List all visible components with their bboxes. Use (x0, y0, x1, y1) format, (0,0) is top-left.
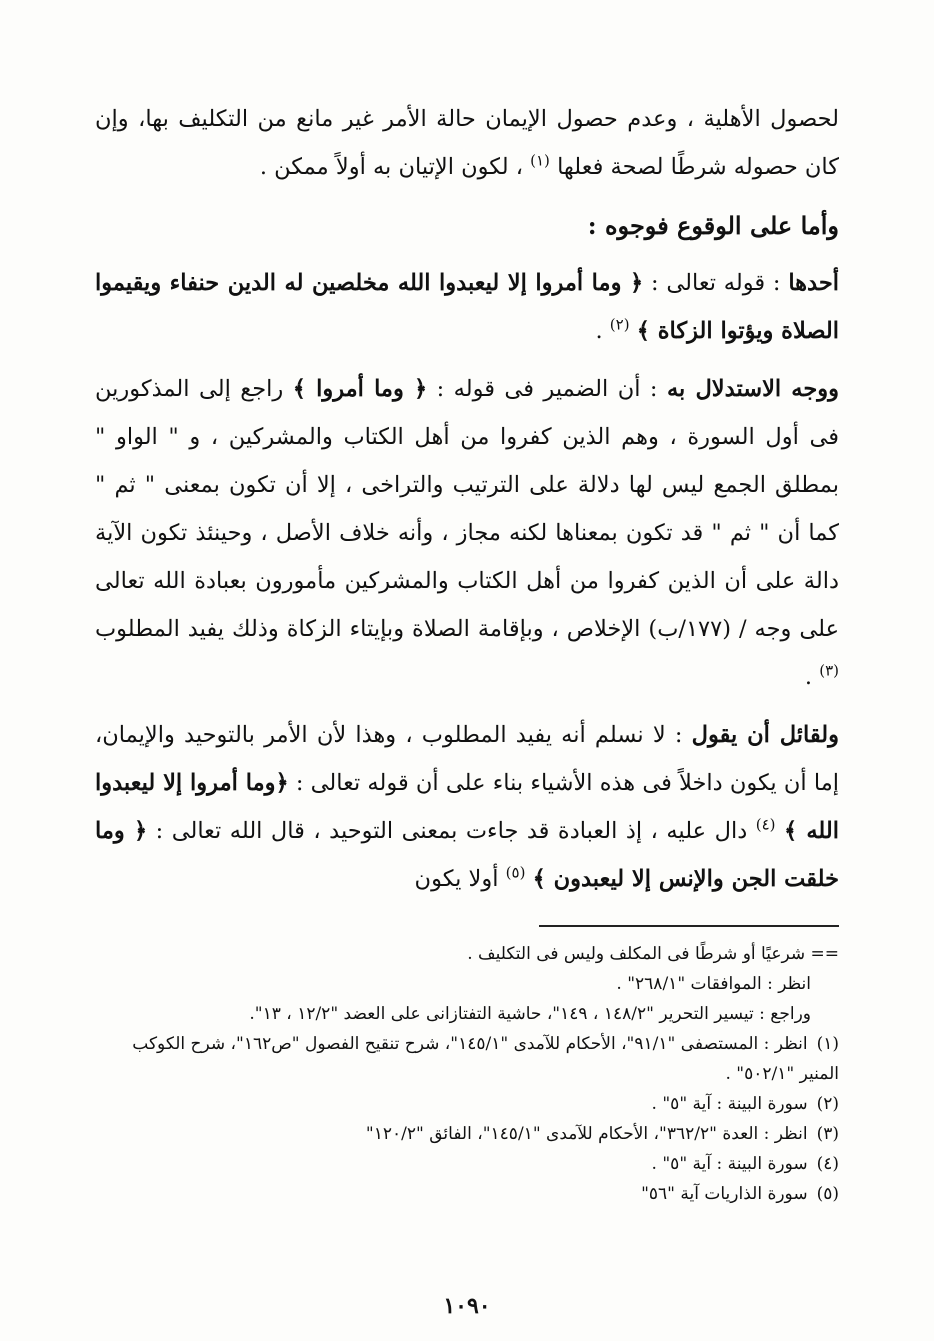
paragraph-1-end: ، لكون الإتيان به أولاً ممكن . (259, 154, 523, 180)
footnote-item (95, 1149, 839, 1179)
footnote-text: سورة البينة : آية "٥" . (651, 1094, 808, 1114)
quran-verse-2: ﴿ وما أمروا ﴾ (292, 376, 428, 402)
paragraph-3-lead: ووجه الاستدلال به (666, 376, 840, 402)
paragraph-3-end: . (804, 664, 813, 690)
footnote-divider (539, 925, 839, 927)
footnote-ref-4: (٤) (755, 815, 776, 834)
paragraph-4-text-b: دال عليه ، إذ العبادة قد جاءت بمعنى التوحيد ، قال الله تعالى : (155, 818, 748, 844)
footnote-continuation-line-2: انظر : الموافقات "٢٦٨/١" . (616, 974, 811, 994)
section-heading: وأما على الوقوع فوجوه : (587, 211, 839, 240)
footnote-text: انظر : العدة "٣٦٢/٢"، الأحكام للآمدى "١٤٥/١"، الفائق "١٢٠/٢" (365, 1124, 808, 1144)
paragraph-2-end: . (595, 318, 603, 344)
footnote-number: (١) (816, 1034, 839, 1054)
paragraph-4-text-a: : لا نسلم أنه يفيد المطلوب ، وهذا لأن الأمر بالتوحيد والإيمان، إما أن يكون داخلاً فى هذه الأشياء بناء على أن قوله تعالى : (95, 722, 839, 796)
quran-verse-4: ﴿ وما خلقت الجن والإنس إلا ليعبدون ﴾ (95, 818, 839, 892)
paragraph-1-text: لحصول الأهلية ، وعدم حصول الإيمان حالة الأمر غير مانع من التكليف بها، وإن كان حصوله شرطًا لصحة فعلها (95, 106, 839, 180)
footnote-ref-2: (٢) (609, 315, 630, 334)
footnote-continuation-line-1: == شرعيًا أو شرطًا فى المكلف وليس فى التكليف . (467, 944, 839, 964)
paragraph-3-text-a: : أن الضمير فى قوله : (436, 376, 658, 402)
paragraph-3 (95, 365, 839, 701)
footnote-ref-3: (٣) (819, 661, 839, 680)
footnote-item (95, 1089, 839, 1119)
paragraph-2-lead: أحدها (788, 270, 840, 296)
page-number: ١٠٩٠ (443, 1293, 491, 1319)
footnote-ref-5: (٥) (505, 863, 526, 882)
footnote-text: سورة الذاريات آية "٥٦" (641, 1184, 808, 1204)
footnotes (95, 939, 839, 1209)
paragraph-4-lead: ولقائل أن يقول (691, 722, 840, 748)
paragraph-4-text-c: أولا يكون (414, 866, 499, 892)
paragraph-2-mid: : قوله تعالى : (650, 270, 781, 296)
paragraph-1 (95, 95, 839, 191)
footnote-text: انظر : المستصفى "٩١/١"، الأحكام للآمدى "١٤٥/١"، شرح تنقيح الفصول "ص١٦٢"، شرح الكوكب المنير "٥٠٢/١" . (132, 1034, 839, 1084)
quran-verse-3: ﴿وما أمروا إلا ليعبدوا الله ﴾ (95, 770, 839, 844)
footnote-item (95, 1119, 839, 1149)
paragraph-4 (95, 711, 839, 903)
footnote-number: (٢) (816, 1094, 839, 1114)
footnote-item (95, 1179, 839, 1209)
quran-verse-1: ﴿ وما أمروا إلا ليعبدوا الله مخلصين له الدين حنفاء ويقيموا الصلاة ويؤتوا الزكاة ﴾ (95, 270, 839, 344)
paragraph-2 (95, 259, 839, 355)
paragraph-3-text-b: راجع إلى المذكورين فى أول السورة ، وهم الذين كفروا من أهل الكتاب والمشركين ، و " الواو " بمطلق الجمع ليس لها دلالة على الترتيب والتراخى ، إلا أن تكون بمعنى " ثم " كما أن " ثم " قد تكون بمعناها لكنه مجاز ، وأنه خلاف الأصل ، وحينئذ تكون الآية دالة على أن الذين كفروا من أهل الكتاب والمشركين مأمورون بعبادة الله تعالى على وجه / (١٧٧/ب) الإخلاص ، وبإقامة الصلاة وبإيتاء الزكاة وذلك يفيد المطلوب (95, 376, 839, 642)
footnote-number: (٤) (816, 1154, 839, 1174)
footnote-item (95, 1029, 839, 1089)
footnote-continuation-line-3: وراجع : تيسير التحرير "١٤٨/٢ ، ١٤٩"، حاشية التفتازانى على العضد "١٢/٢ ، ١٣". (249, 1004, 811, 1024)
footnote-number: (٣) (816, 1124, 839, 1144)
footnote-number: (٥) (816, 1184, 839, 1204)
footnote-ref-1: (١) (530, 151, 550, 170)
footnote-text: سورة البينة : آية "٥" . (651, 1154, 808, 1174)
